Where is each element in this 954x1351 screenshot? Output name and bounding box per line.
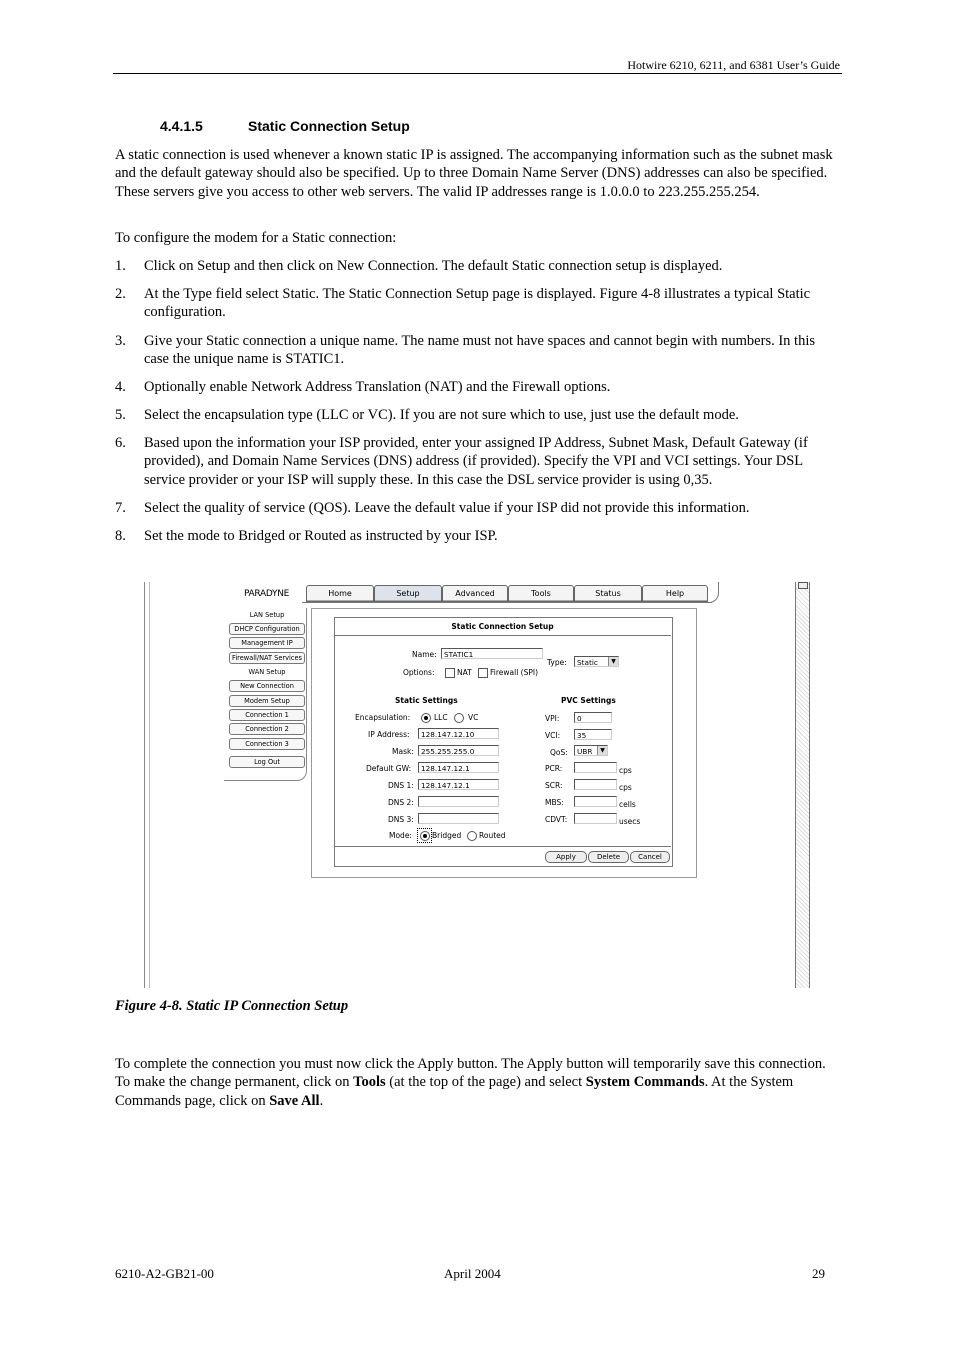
cdvt-input[interactable]: [574, 813, 617, 824]
pcr-label: PCR:: [545, 764, 563, 773]
tools-emphasis: Tools: [353, 1074, 386, 1091]
step-number: 1.: [115, 258, 126, 274]
step-8: [115, 527, 842, 545]
vc-label: VC: [468, 713, 479, 722]
routed-radio[interactable]: [467, 831, 477, 841]
form-title: Static Connection Setup: [334, 617, 671, 636]
sidebar-item-firewall-nat[interactable]: Firewall/NAT Services: [229, 652, 305, 664]
pcr-input[interactable]: [574, 762, 617, 773]
tab-advanced[interactable]: Advanced: [442, 585, 508, 602]
sidebar-item-new-connection[interactable]: New Connection: [229, 680, 305, 692]
static-settings-heading: Static Settings: [395, 696, 458, 705]
configure-lead: To configure the modem for a Static connection:: [115, 230, 397, 246]
step-text: Optionally enable Network Address Translation (NAT) and the Firewall options.: [144, 379, 611, 395]
sidebar-item-connection-1[interactable]: Connection 1: [229, 709, 305, 721]
dns2-input[interactable]: [418, 796, 499, 807]
static-connection-screenshot: [144, 582, 810, 988]
save-all-emphasis: Save All: [269, 1092, 320, 1109]
nat-checkbox[interactable]: [445, 668, 455, 678]
step-2: [115, 285, 842, 322]
ip-address-label: IP Address:: [368, 730, 410, 739]
bridged-label: Bridged: [432, 831, 462, 840]
vci-input[interactable]: 35: [574, 729, 612, 740]
ip-address-input[interactable]: 128.147.12.10: [418, 728, 499, 739]
chevron-down-icon: ▼: [597, 746, 607, 755]
section-heading: [160, 118, 410, 134]
pvc-settings-heading: PVC Settings: [561, 696, 616, 705]
cancel-button[interactable]: Cancel: [630, 851, 670, 863]
vpi-label: VPI:: [545, 714, 560, 723]
step-number: 8.: [115, 528, 126, 544]
sidebar-item-connection-3[interactable]: Connection 3: [229, 738, 305, 750]
browser-left-edge: [144, 582, 150, 988]
default-gw-label: Default GW:: [366, 764, 412, 773]
closing-text-3: . At the System Commands page, click on: [115, 1074, 794, 1109]
step-text: Click on Setup and then click on New Connection. The default Static connection setup is displayed.: [144, 258, 723, 274]
step-5: [115, 406, 842, 424]
type-selected-value: Static: [577, 658, 598, 667]
firewall-checkbox[interactable]: [478, 668, 488, 678]
vc-radio[interactable]: [454, 713, 464, 723]
encapsulation-label: Encapsulation:: [355, 713, 411, 722]
scr-label: SCR:: [545, 781, 563, 790]
apply-button[interactable]: Apply: [545, 851, 587, 863]
scr-input[interactable]: [574, 779, 617, 790]
paradyne-logo: [228, 583, 306, 605]
closing-text-1: To complete the connection you must now click the Apply button. The Apply button will temporarily save this connection. To make the change permanent, click on: [115, 1056, 826, 1091]
mode-label: Mode:: [389, 831, 412, 840]
name-label: Name:: [412, 650, 437, 659]
llc-label: LLC: [434, 713, 448, 722]
vci-label: VCI:: [545, 731, 561, 740]
step-text: Select the encapsulation type (LLC or VC). If you are not sure which to use, just use the default mode.: [144, 407, 739, 423]
intro-paragraph: A static connection is used whenever a known static IP is assigned. The accompanying information such as the subnet mask and the default gateway should also be specified. Up to three Domain Name Server (DNS) addresses can also be specified. These servers give you access to other web servers. The valid IP addresses range is 1.0.0.0 to 223.255.255.254.: [115, 147, 833, 200]
sidebar-item-modem-setup[interactable]: Modem Setup: [229, 695, 305, 707]
step-number: 6.: [115, 435, 126, 451]
nat-label: NAT: [457, 668, 472, 677]
firewall-label: Firewall (SPI): [490, 668, 539, 677]
tab-tools[interactable]: Tools: [508, 585, 574, 602]
dns1-label: DNS 1:: [388, 781, 414, 790]
closing-paragraph: [115, 1055, 842, 1110]
step-number: 3.: [115, 333, 126, 349]
type-label: Type:: [547, 658, 567, 667]
qos-select[interactable]: [574, 745, 608, 756]
step-text: At the Type field select Static. The Static Connection Setup page is displayed. Figure 4-8 illustrates a typical Static configuration.: [144, 286, 811, 321]
cdvt-unit: usecs: [619, 817, 641, 826]
mbs-label: MBS:: [545, 798, 564, 807]
mask-label: Mask:: [392, 747, 414, 756]
step-text: Give your Static connection a unique name. The name must not have spaces and cannot begin with numbers. In this case the unique name is STATIC1.: [144, 333, 815, 368]
footer-page-number: 29: [812, 1266, 825, 1281]
tab-setup[interactable]: Setup: [374, 585, 442, 602]
footer-doc-id: 6210-A2-GB21-00: [115, 1266, 214, 1281]
llc-radio[interactable]: [421, 713, 431, 723]
figure-caption: Figure 4-8. Static IP Connection Setup: [115, 998, 349, 1014]
mask-input[interactable]: 255.255.255.0: [418, 745, 499, 756]
section-title: Static Connection Setup: [248, 118, 410, 134]
dns2-label: DNS 2:: [388, 798, 414, 807]
vpi-input[interactable]: 0: [574, 712, 612, 723]
step-1: [115, 257, 842, 275]
step-7: [115, 499, 842, 517]
tab-bar-frame: [302, 602, 712, 603]
system-commands-emphasis: System Commands: [585, 1074, 705, 1091]
dns3-input[interactable]: [418, 813, 499, 824]
chevron-down-icon: ▼: [608, 657, 618, 666]
mbs-unit: cells: [619, 800, 636, 809]
sidebar-item-dhcp-configuration[interactable]: DHCP Configuration: [229, 623, 305, 635]
form-footer-divider: [334, 846, 671, 847]
vertical-scrollbar[interactable]: [795, 582, 810, 988]
sidebar-item-log-out[interactable]: Log Out: [229, 756, 305, 768]
header-rule: [113, 73, 842, 74]
footer-date: April 2004: [444, 1266, 501, 1281]
logo-text: PARADYNE: [244, 589, 290, 599]
step-number: 7.: [115, 500, 126, 516]
tab-home[interactable]: Home: [306, 585, 374, 602]
cdvt-label: CDVT:: [545, 815, 568, 824]
sidebar-item-wan-setup[interactable]: WAN Setup: [248, 668, 286, 676]
bridged-radio[interactable]: [420, 831, 430, 841]
step-4: [115, 378, 842, 396]
sidebar-item-connection-2[interactable]: Connection 2: [229, 723, 305, 735]
name-input[interactable]: STATIC1: [441, 648, 543, 659]
mbs-input[interactable]: [574, 796, 617, 807]
qos-label: QoS:: [550, 748, 568, 757]
scr-unit: cps: [619, 783, 632, 792]
step-text: Select the quality of service (QOS). Leave the default value if your ISP did not provide this information.: [144, 500, 750, 516]
step-3: [115, 332, 842, 369]
dns3-label: DNS 3:: [388, 815, 414, 824]
sidebar-item-lan-setup[interactable]: LAN Setup: [249, 611, 285, 619]
routed-label: Routed: [479, 831, 506, 840]
step-6: [115, 434, 842, 489]
pcr-unit: cps: [619, 766, 632, 775]
tab-status[interactable]: Status: [574, 585, 642, 602]
section-number: 4.4.1.5: [160, 118, 203, 134]
step-text: Set the mode to Bridged or Routed as instructed by your ISP.: [144, 528, 498, 544]
qos-selected-value: UBR: [577, 747, 593, 756]
tab-bar-end: [706, 582, 719, 603]
step-number: 2.: [115, 286, 126, 302]
closing-text-4: .: [319, 1092, 324, 1109]
step-text: Based upon the information your ISP provided, enter your assigned IP Address, Subnet Mask, Default Gateway (if provided), and Domain Name Services (DNS) address (if provided). Specify the VPI and VCI settings. Your DSL service provider or your ISP will supply these. In this case the DSL service provider is using 0,35.: [144, 435, 808, 488]
dns1-input[interactable]: 128.147.12.1: [418, 779, 499, 790]
step-number: 4.: [115, 379, 126, 395]
options-label: Options:: [403, 668, 435, 677]
sidebar-item-management-ip[interactable]: Management IP: [229, 637, 305, 649]
closing-text-2: (at the top of the page) and select: [385, 1074, 586, 1091]
running-header: Hotwire 6210, 6211, and 6381 User’s Guide: [627, 58, 840, 72]
tab-help[interactable]: Help: [642, 585, 708, 602]
default-gw-input[interactable]: 128.147.12.1: [418, 762, 499, 773]
scroll-up-arrow[interactable]: [798, 582, 808, 589]
delete-button[interactable]: Delete: [588, 851, 629, 863]
step-number: 5.: [115, 407, 126, 423]
type-select[interactable]: [574, 656, 619, 667]
